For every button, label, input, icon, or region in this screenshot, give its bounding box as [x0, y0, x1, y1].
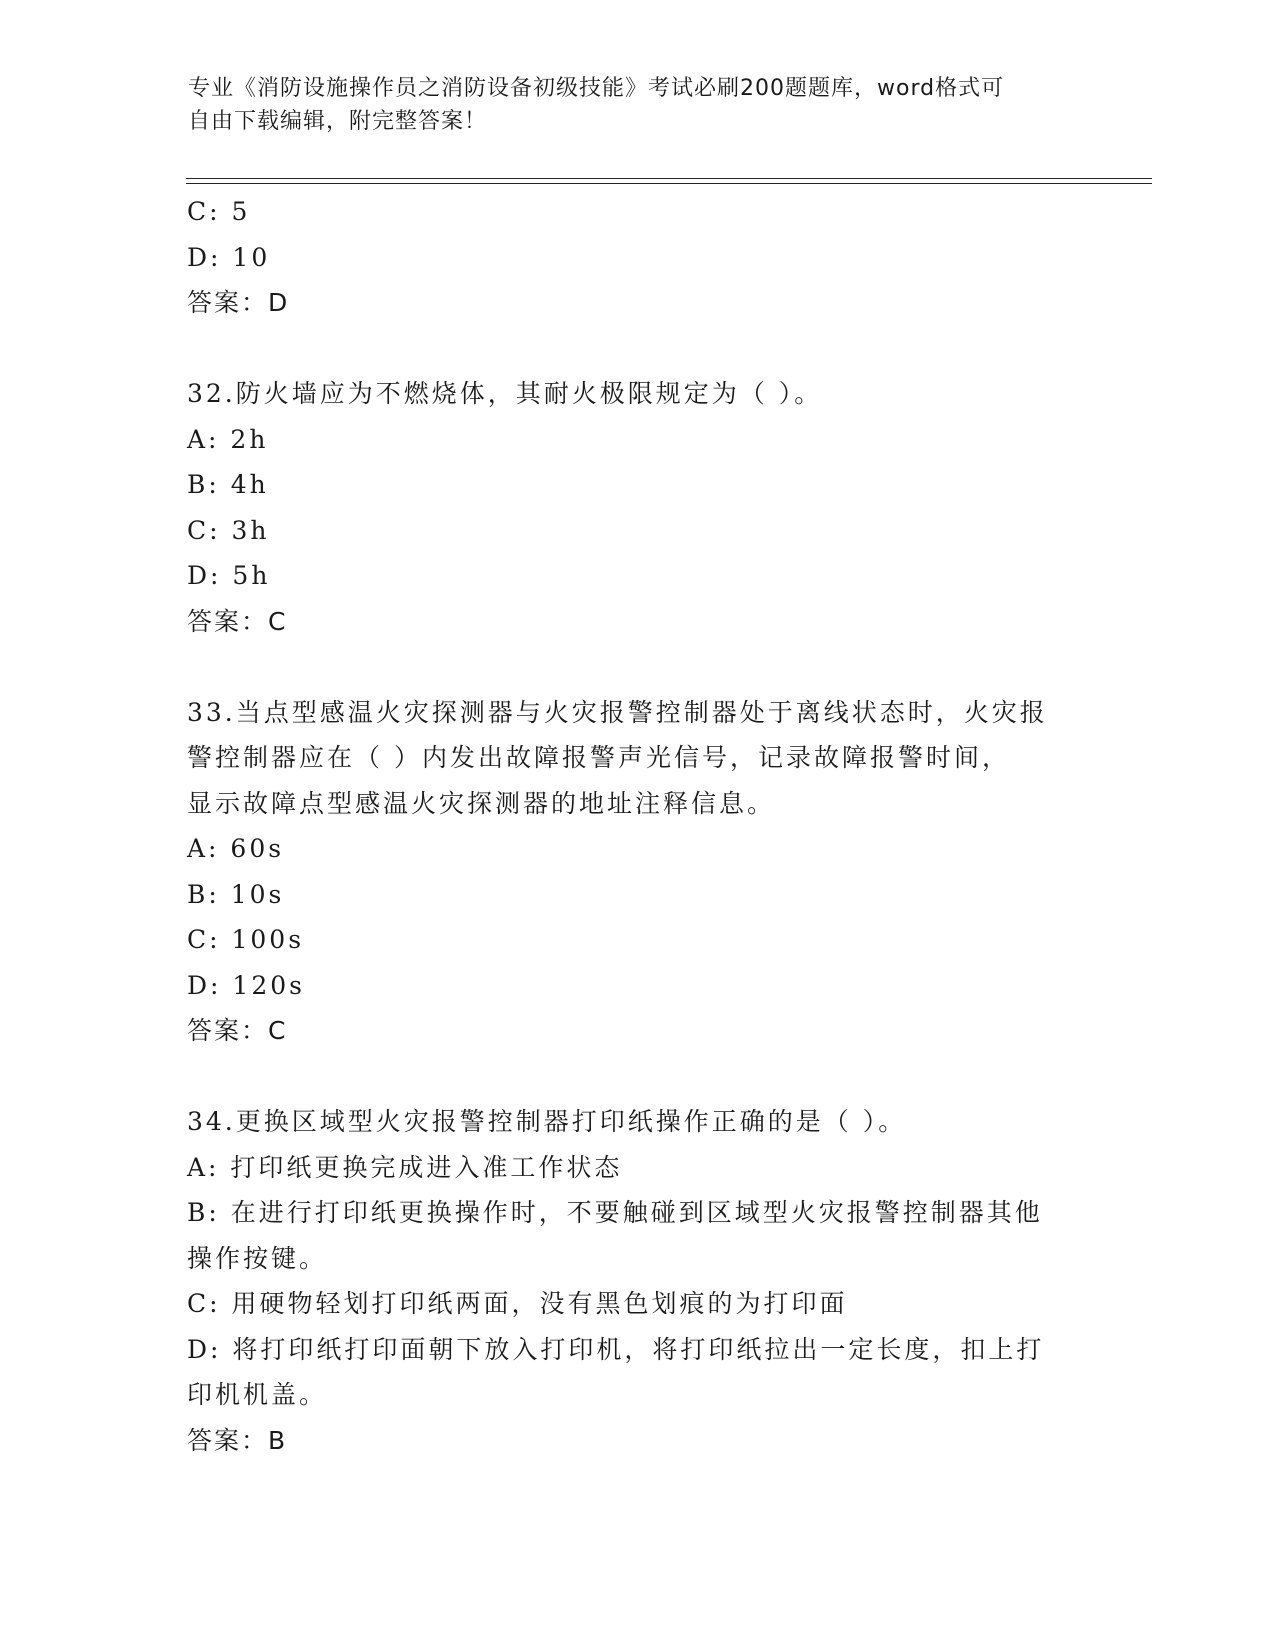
option-c: C: 3h — [187, 515, 270, 545]
question-list — [187, 189, 1087, 1463]
spacer — [187, 1054, 1087, 1100]
option-d-line-1: D: 将打印纸打印面朝下放入打印机，将打印纸拉出一定长度，扣上打 — [187, 1334, 1045, 1364]
question-stem-line-1: 33.当点型感温火灾探测器与火灾报警控制器处于离线状态时，火灾报 — [187, 697, 1048, 727]
option-c: C: 5 — [187, 197, 251, 226]
option-d-line-2: 印机机盖。 — [187, 1380, 328, 1409]
spacer — [187, 326, 1087, 372]
option-b: B: 4h — [187, 470, 269, 499]
header-title-line-1: 专业《消防设施操作员之消防设备初级技能》考试必刷200题题库，word格式可 — [188, 76, 1005, 101]
option-d: D: 5h — [187, 561, 271, 590]
question-32 — [187, 371, 1087, 644]
option-d: D: 120s — [187, 970, 305, 1000]
header-title-line-2: 自由下载编辑，附完整答案！ — [188, 109, 488, 134]
option-b: B: 10s — [187, 879, 285, 909]
question-stem-line-3: 显示故障点型感温火灾探测器的地址注释信息。 — [187, 788, 776, 818]
option-a: A: 打印纸更换完成进入准工作状态 — [187, 1152, 623, 1182]
question-stem-line-2: 警控制器应在（ ）内发出故障报警声光信号，记录故障报警时间， — [187, 743, 1010, 772]
question-stem: 34.更换区域型火灾报警控制器打印纸操作正确的是（ ）。 — [187, 1107, 907, 1136]
question-31-tail — [187, 189, 1087, 326]
header-divider-bottom — [186, 183, 1152, 184]
question-33 — [187, 690, 1087, 1054]
option-d: D: 10 — [187, 242, 271, 272]
option-b-line-1: B: 在进行打印纸更换操作时，不要触碰到区域型火灾报警控制器其他 — [187, 1198, 1043, 1227]
answer-line: 答案：C — [187, 606, 288, 636]
answer-line: 答案：C — [187, 1016, 288, 1045]
option-c: C: 用硬物轻划打印纸两面，没有黑色划痕的为打印面 — [187, 1289, 848, 1318]
option-a: A: 2h — [187, 424, 269, 454]
option-b-line-2: 操作按键。 — [187, 1243, 328, 1273]
document-header — [188, 72, 1068, 138]
question-34 — [187, 1099, 1087, 1463]
answer-line: 答案：B — [187, 1425, 288, 1455]
question-stem: 32.防火墙应为不燃烧体，其耐火极限规定为（ ）。 — [187, 379, 823, 408]
option-a: A: 60s — [187, 834, 285, 863]
option-c: C: 100s — [187, 925, 305, 954]
answer-line: 答案：D — [187, 288, 290, 317]
spacer — [187, 644, 1087, 690]
header-divider-top — [186, 178, 1152, 179]
